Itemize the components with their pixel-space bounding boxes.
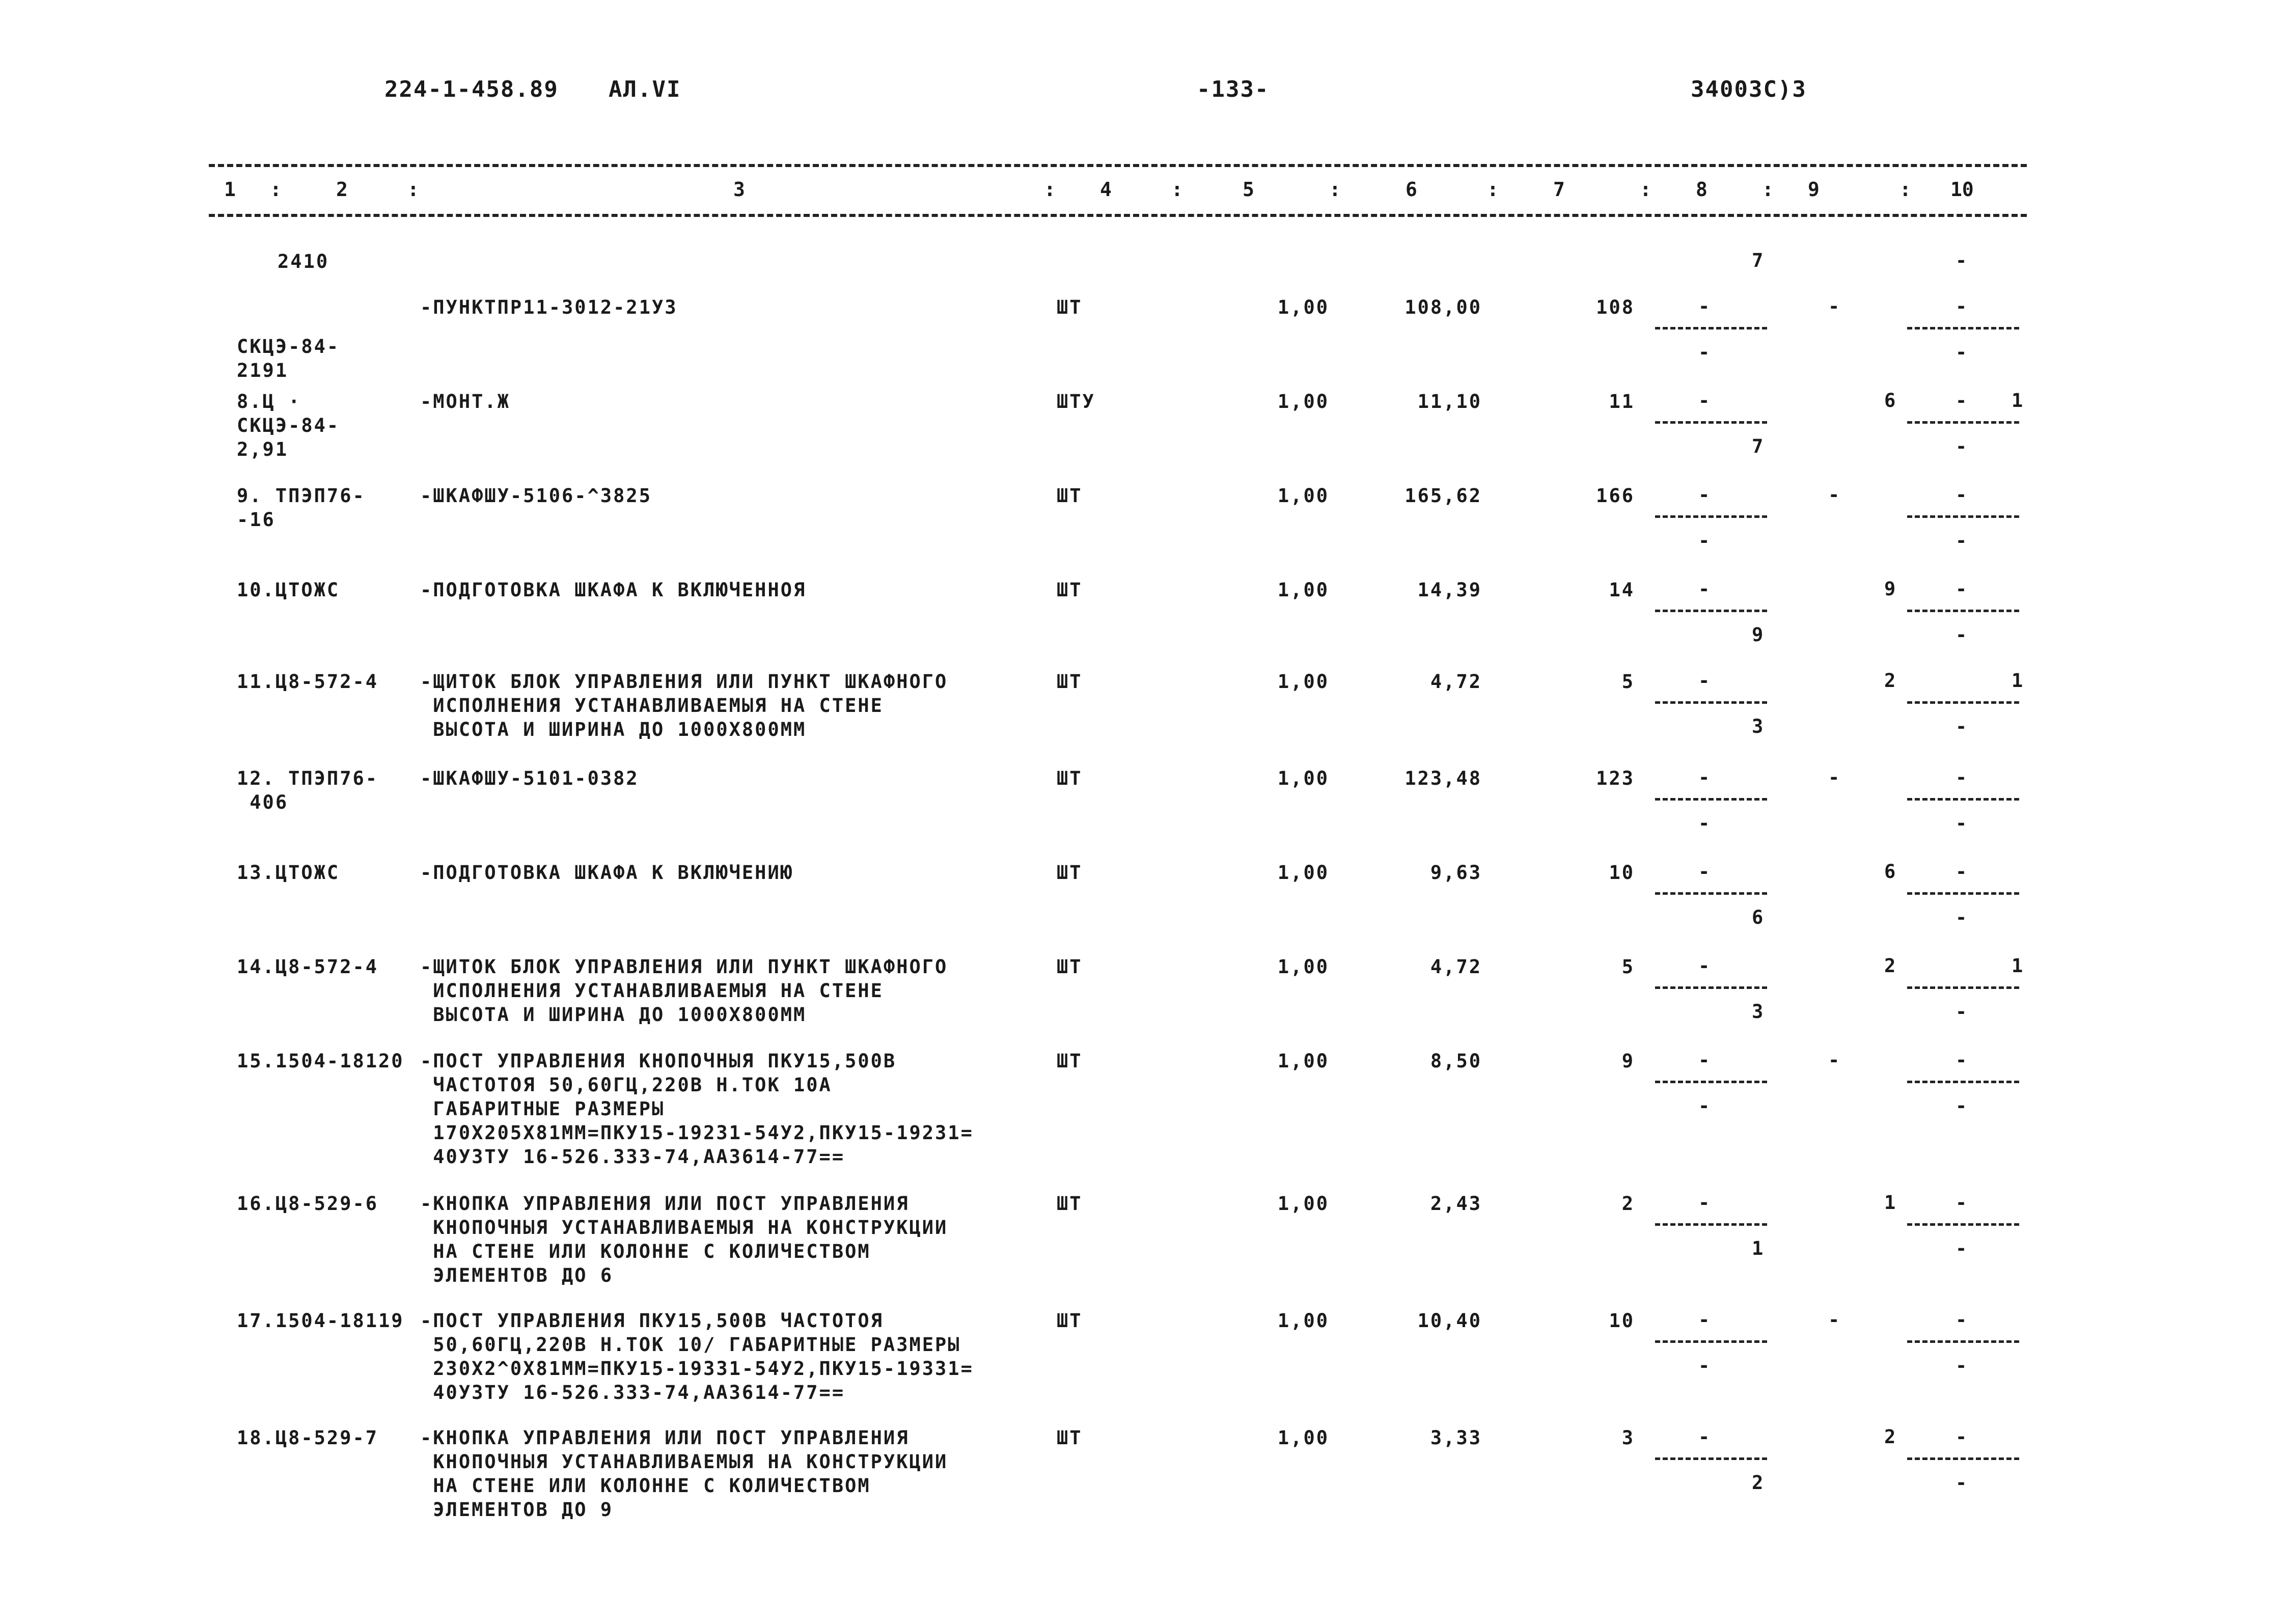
col10-numerator: - [1956, 766, 1967, 788]
column-separator: : [1171, 178, 1183, 201]
row-qty: 1,00 [1277, 1310, 1329, 1332]
col10-numerator: - [1956, 1049, 1967, 1071]
row-name: -ПУНКТПР11-3012-21У3 [420, 296, 678, 318]
col10-denominator: - [1956, 530, 1967, 552]
column-separator: : [1044, 178, 1056, 201]
row-price: 9,63 [1430, 862, 1482, 884]
col8-fraction-line [1655, 327, 1767, 329]
row-qty: 1,00 [1277, 391, 1329, 412]
col9-value: 2 [1884, 670, 1896, 692]
row-unit: ШТ [1057, 579, 1083, 601]
col8-denominator: 2 [1752, 1472, 1764, 1494]
col10-denominator: - [1956, 812, 1967, 834]
row-total: 2 [1621, 1193, 1635, 1215]
col9-value: 6 [1884, 861, 1896, 883]
row-price: 14,39 [1417, 579, 1482, 601]
row-unit: ШТ [1057, 671, 1083, 693]
col8-denominator: 1 [1752, 1237, 1764, 1259]
row-code: 12. ТПЭП76- [237, 767, 379, 789]
row-total: 9 [1621, 1050, 1635, 1072]
column-separator: : [1899, 178, 1911, 201]
col8-denominator: - [1698, 1355, 1710, 1377]
column-header: 7 [1553, 178, 1565, 201]
row-code: 17.1504-18119 [237, 1310, 404, 1332]
col8-fraction-line [1655, 986, 1767, 989]
col8-fraction-line [1655, 798, 1767, 801]
col8-numerator: - [1698, 390, 1710, 411]
column-separator: : [1762, 178, 1774, 201]
column-header: 8 [1696, 178, 1707, 201]
row-code: 10.ЦТОЖС [237, 579, 340, 601]
row-unit: ШТ [1057, 862, 1083, 884]
col8-fraction-line [1655, 515, 1767, 518]
col8-numerator: - [1698, 670, 1710, 692]
row-name: -ЩИТОК БЛОК УПРАВЛЕНИЯ ИЛИ ПУНКТ ШКАФНОГО ИСПОЛНЕНИЯ УСТАНАВЛИВАЕМЫЯ НА СТЕНЕ ВЫСОТА И ШИРИНА ДО 1000Х800ММ [420, 956, 948, 1026]
col9-value: - [1828, 766, 1840, 788]
row-unit: ШТ [1057, 956, 1083, 978]
row-total: 11 [1609, 391, 1635, 412]
row-qty: 1,00 [1277, 1427, 1329, 1449]
col9-value: - [1828, 1049, 1840, 1071]
col8-fraction-line [1655, 701, 1767, 704]
column-header: 4 [1100, 178, 1112, 201]
col10-numerator: - [1956, 1192, 1967, 1214]
col10-value: 1 [2012, 955, 2023, 977]
row-name: -КНОПКА УПРАВЛЕНИЯ ИЛИ ПОСТ УПРАВЛЕНИЯ КНОПОЧНЫЯ УСТАНАВЛИВАЕМЫЯ НА КОНСТРУКЦИИ НА СТЕНЕ ИЛИ КОЛОННЕ С КОЛИЧЕСТВОМ ЭЛЕМЕНТОВ ДО 9 [420, 1427, 948, 1521]
col10-denominator: - [1956, 1355, 1967, 1377]
col10-fraction-line [1907, 1081, 2019, 1083]
column-separator: : [1640, 178, 1651, 201]
row-code: 11.Ц8-572-4 [237, 671, 379, 693]
col10-numerator: - [1956, 1309, 1967, 1331]
col10-denominator: - [1956, 1001, 1967, 1023]
row-code: -16 [237, 509, 276, 531]
row-price: 165,62 [1404, 485, 1482, 507]
col8-denominator: 3 [1752, 715, 1764, 737]
col10-numerator: - [1956, 484, 1967, 506]
doc-number: 34003С)3 [1691, 76, 1807, 102]
col8-numerator: - [1698, 955, 1710, 977]
row-price: 108,00 [1404, 296, 1482, 318]
column-header: 6 [1406, 178, 1417, 201]
column-header: 10 [1950, 178, 1974, 201]
col8-denominator: 6 [1752, 906, 1764, 928]
col9-value: 2 [1884, 955, 1896, 977]
row-total: 123 [1596, 767, 1635, 789]
row-qty: 1,00 [1277, 579, 1329, 601]
row-name: -МОНТ.Ж [420, 391, 510, 412]
row-price: 4,72 [1430, 671, 1482, 693]
col10-denominator: - [1956, 1472, 1967, 1494]
row-total: 10 [1609, 1310, 1635, 1332]
col8-fraction-line [1655, 1457, 1767, 1460]
col8-denominator: - [1698, 530, 1710, 552]
row-price: 123,48 [1404, 767, 1482, 789]
col10-numerator: - [1956, 250, 1967, 271]
row-price: 2,43 [1430, 1193, 1482, 1215]
col8-numerator: - [1698, 1426, 1710, 1448]
col8-numerator: - [1698, 1049, 1710, 1071]
row-unit: ШТ [1057, 1193, 1083, 1215]
row-unit: ШТ [1057, 296, 1083, 318]
column-header: 1 [224, 178, 236, 201]
row-unit: ШТ [1057, 1427, 1083, 1449]
col8-numerator: - [1698, 484, 1710, 506]
row-price: 11,10 [1417, 391, 1482, 412]
row-code: 14.Ц8-572-4 [237, 956, 379, 978]
row-code: 16.Ц8-529-6 [237, 1193, 379, 1215]
row-qty: 1,00 [1277, 1050, 1329, 1072]
column-separator: : [1329, 178, 1341, 201]
col10-fraction-line [1907, 892, 2019, 895]
row-code: 2191 [237, 360, 289, 381]
col10-numerator: - [1956, 861, 1967, 883]
row-name: -ШКАФШУ-5106-^3825 [420, 485, 652, 507]
col8-numerator: - [1698, 861, 1710, 883]
col8-numerator: - [1698, 766, 1710, 788]
row-qty: 1,00 [1277, 862, 1329, 884]
col10-denominator: - [1956, 1095, 1967, 1117]
col8-fraction-line [1655, 421, 1767, 424]
header-rule-bottom [209, 214, 2027, 217]
col10-denominator: - [1956, 435, 1967, 457]
col8-denominator: 3 [1752, 1001, 1764, 1023]
col10-value: 1 [2012, 390, 2023, 411]
col10-numerator: - [1956, 390, 1967, 411]
col10-denominator: - [1956, 906, 1967, 928]
row-price: 10,40 [1417, 1310, 1482, 1332]
col9-value: 2 [1884, 1426, 1896, 1448]
col9-value: 9 [1884, 578, 1896, 600]
col9-value: - [1828, 295, 1840, 317]
row-price: 3,33 [1430, 1427, 1482, 1449]
col10-fraction-line [1907, 701, 2019, 704]
col10-denominator: - [1956, 341, 1967, 363]
row-total: 3 [1621, 1427, 1635, 1449]
col8-fraction-line [1655, 610, 1767, 612]
col8-numerator: - [1698, 295, 1710, 317]
row-name: -ПОДГОТОВКА ШКАФА К ВКЛЮЧЕННОЯ [420, 579, 807, 601]
column-header: 5 [1243, 178, 1254, 201]
doc-code: 224-1-458.89 [384, 76, 559, 102]
row-total: 5 [1621, 956, 1635, 978]
row-qty: 1,00 [1277, 767, 1329, 789]
col10-numerator: - [1956, 578, 1967, 600]
col10-fraction-line [1907, 798, 2019, 801]
col10-denominator: - [1956, 1237, 1967, 1259]
col8-numerator: - [1698, 1192, 1710, 1214]
col9-value: 6 [1884, 390, 1896, 411]
row-code: 9. ТПЭП76- [237, 485, 366, 507]
row-total: 166 [1596, 485, 1635, 507]
row-unit: ШТ [1057, 1050, 1083, 1072]
col8-value: 7 [1752, 250, 1764, 271]
row-unit: ШТУ [1057, 391, 1095, 412]
col8-denominator: - [1698, 341, 1710, 363]
row-qty: 1,00 [1277, 485, 1329, 507]
page-number: -133- [1197, 76, 1270, 102]
col10-fraction-line [1907, 986, 2019, 989]
row-code: 13.ЦТОЖС [237, 862, 340, 884]
col8-fraction-line [1655, 892, 1767, 895]
row-code: 18.Ц8-529-7 [237, 1427, 379, 1449]
row-qty: 1,00 [1277, 296, 1329, 318]
column-header: 3 [733, 178, 745, 201]
row-unit: ШТ [1057, 767, 1083, 789]
col10-fraction-line [1907, 327, 2019, 329]
row-code: СКЦЭ-84- [237, 336, 340, 357]
col9-value: - [1828, 484, 1840, 506]
col8-denominator: - [1698, 812, 1710, 834]
row-total: 14 [1609, 579, 1635, 601]
row-code: 8.Ц · [237, 391, 301, 412]
row-name: -ШКАФШУ-5101-0382 [420, 767, 639, 789]
row-unit: ШТ [1057, 485, 1083, 507]
row-price: 4,72 [1430, 956, 1482, 978]
col10-fraction-line [1907, 1457, 2019, 1460]
col10-fraction-line [1907, 1223, 2019, 1226]
col8-denominator: - [1698, 1095, 1710, 1117]
row-name: -КНОПКА УПРАВЛЕНИЯ ИЛИ ПОСТ УПРАВЛЕНИЯ КНОПОЧНЫЯ УСТАНАВЛИВАЕМЫЯ НА КОНСТРУКЦИИ НА СТЕНЕ ИЛИ КОЛОННЕ С КОЛИЧЕСТВОМ ЭЛЕМЕНТОВ ДО 6 [420, 1193, 948, 1286]
col8-numerator: - [1698, 578, 1710, 600]
col8-denominator: 7 [1752, 435, 1764, 457]
row-unit: ШТ [1057, 1310, 1083, 1332]
col8-fraction-line [1655, 1081, 1767, 1083]
col8-denominator: 9 [1752, 624, 1764, 646]
row-price: 8,50 [1430, 1050, 1482, 1072]
row-code: СКЦЭ-84- [237, 415, 340, 436]
row-name: -ПОСТ УПРАВЛЕНИЯ ПКУ15,500В ЧАСТОТОЯ 50,60ГЦ,220В Н.ТОК 10/ ГАБАРИТНЫЕ РАЗМЕРЫ 230Х2^0Х81ММ=ПКУ15-19331-54У2,ПКУ15-19331= 40У3ТУ 16-526.333-74,АА3614-77== [420, 1310, 974, 1403]
column-separator: : [1487, 178, 1499, 201]
col10-value: 1 [2012, 670, 2023, 692]
header-rule-top [209, 164, 2027, 167]
row-code: 406 [237, 791, 289, 813]
row-total: 108 [1596, 296, 1635, 318]
row-qty: 1,00 [1277, 956, 1329, 978]
album-label: АЛ.VI [609, 76, 681, 102]
col10-denominator: - [1956, 624, 1967, 646]
col10-fraction-line [1907, 421, 2019, 424]
row-qty: 1,00 [1277, 671, 1329, 693]
col9-value: - [1828, 1309, 1840, 1331]
row-name: -ПОДГОТОВКА ШКАФА К ВКЛЮЧЕНИЮ [420, 862, 794, 884]
col10-numerator: - [1956, 1426, 1967, 1448]
row-code: 2,91 [237, 438, 289, 460]
row-total: 5 [1621, 671, 1635, 693]
col9-value: 1 [1884, 1192, 1896, 1214]
col8-numerator: - [1698, 1309, 1710, 1331]
col8-fraction-line [1655, 1340, 1767, 1343]
column-header: 9 [1808, 178, 1820, 201]
col8-fraction-line [1655, 1223, 1767, 1226]
col10-fraction-line [1907, 515, 2019, 518]
row-qty: 1,00 [1277, 1193, 1329, 1215]
row-code: 15.1504-18120 [237, 1050, 404, 1072]
row-total: 10 [1609, 862, 1635, 884]
col10-fraction-line [1907, 610, 2019, 612]
column-separator: : [270, 178, 282, 201]
col10-denominator: - [1956, 715, 1967, 737]
row-name: -ЩИТОК БЛОК УПРАВЛЕНИЯ ИЛИ ПУНКТ ШКАФНОГО ИСПОЛНЕНИЯ УСТАНАВЛИВАЕМЫЯ НА СТЕНЕ ВЫСОТА И ШИРИНА ДО 1000Х800ММ [420, 671, 948, 740]
column-separator: : [407, 178, 419, 201]
column-header: 2 [336, 178, 348, 201]
row-code: 2410 [278, 251, 329, 272]
col10-numerator: - [1956, 295, 1967, 317]
col10-fraction-line [1907, 1340, 2019, 1343]
row-name: -ПОСТ УПРАВЛЕНИЯ КНОПОЧНЫЯ ПКУ15,500В ЧАСТОТОЯ 50,60ГЦ,220В Н.ТОК 10А ГАБАРИТНЫЕ РАЗМЕРЫ 170Х205Х81ММ=ПКУ15-19231-54У2,ПКУ15-19231= 40У3ТУ 16-526.333-74,АА3614-77== [420, 1050, 974, 1168]
